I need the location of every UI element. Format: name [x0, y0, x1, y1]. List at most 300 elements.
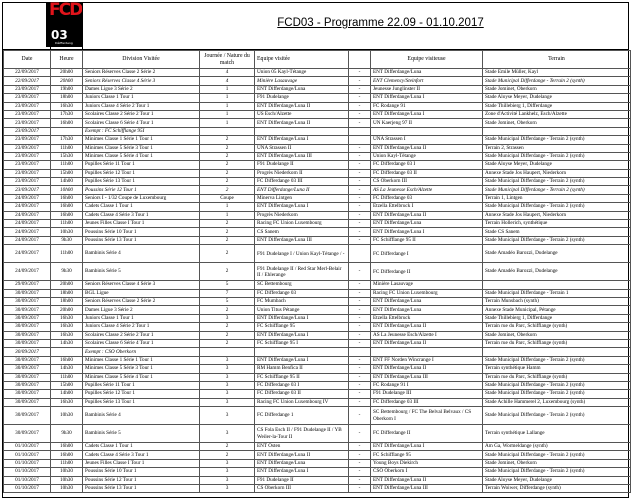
row-separator: -	[349, 203, 371, 211]
row-separator: -	[349, 281, 371, 289]
row-journee: 2	[200, 186, 255, 194]
row-venue: Stade Jominet, Oberkorn	[483, 331, 631, 339]
row-away-team: Union Kayl-Tétange	[371, 152, 483, 160]
row-home-team: ENT Differdange/Luna I	[255, 136, 349, 144]
row-time: 16h30	[51, 102, 83, 110]
row-time: 20h00	[51, 77, 83, 85]
row-separator	[349, 245, 371, 263]
row-away-team: ENT Differdange/Luna	[371, 306, 483, 314]
row-venue: Stade Aloyse Meyer, Dudelange	[483, 94, 631, 102]
row-date: 24/09/2017	[4, 211, 51, 219]
row-journee: 3	[200, 485, 255, 493]
row-time	[51, 348, 83, 356]
row-division: Juniors Classe 1 Tour 1	[83, 94, 200, 102]
row-away-team: ENT Differdange/Luna II	[371, 476, 483, 484]
row-away-team: FC Schifflange 95 II	[371, 236, 483, 244]
row-separator: -	[349, 94, 371, 102]
row-venue: Annexe Stade Municipal, Pétange	[483, 306, 631, 314]
table-row	[4, 281, 631, 289]
row-journee: 1	[200, 102, 255, 110]
row-journee: 3	[200, 476, 255, 484]
row-away-team: ENT Differdange/Luna	[371, 297, 483, 305]
row-away-team: FC Differdange 03	[371, 194, 483, 202]
row-journee: 3	[200, 390, 255, 398]
row-journee: 2	[200, 178, 255, 186]
row-division: Pupilles Série 11 Tour 1	[83, 161, 200, 169]
row-date: 23/09/2017	[4, 94, 51, 102]
row-away-team: UNA Strassen I	[371, 136, 483, 144]
row-away-team	[371, 127, 483, 135]
row-date: 30/09/2017	[4, 356, 51, 364]
row-date: 29/09/2017	[4, 281, 51, 289]
table-row	[4, 136, 631, 144]
row-time: 18h00	[51, 297, 83, 305]
row-venue: Stade CS Sanem	[483, 228, 631, 236]
row-journee: 2	[200, 228, 255, 236]
document-header	[3, 0, 628, 50]
row-journee: 2	[200, 245, 255, 263]
row-separator: -	[349, 468, 371, 476]
row-time: 17h30	[51, 110, 83, 118]
row-division: Pupilles Série 12 Tour 1	[83, 169, 200, 177]
row-separator: -	[349, 476, 371, 484]
table-row	[4, 323, 631, 331]
row-venue: Stade Amadéo Barozzi, Dudelange	[483, 245, 631, 263]
row-time: 16h00	[51, 203, 83, 211]
row-time: 15h30	[51, 152, 83, 160]
row-separator: -	[349, 144, 371, 152]
row-separator: -	[349, 161, 371, 169]
row-away-team: SC Bettembourg / FC The Belval Belvaux / CS Oberkorn I	[371, 407, 483, 425]
table-row	[4, 289, 631, 297]
row-date: 30/09/2017	[4, 314, 51, 322]
row-division: Dames Ligue 3 Série 2	[83, 306, 200, 314]
row-home-team: ENT Differdange/Luna III	[255, 236, 349, 244]
row-separator: -	[349, 169, 371, 177]
row-separator: -	[349, 425, 371, 443]
row-time: 16h30	[51, 331, 83, 339]
row-separator: -	[349, 459, 371, 467]
row-journee: 2	[200, 161, 255, 169]
row-division: Poussins Série 12 Tour 1	[83, 476, 200, 484]
row-away-team: FC Differdange 03 III	[371, 398, 483, 406]
row-separator: -	[349, 236, 371, 244]
row-time: 17h30	[51, 136, 83, 144]
row-home-team: UNA Strassen II	[255, 144, 349, 152]
row-journee: 2	[200, 144, 255, 152]
row-venue: Stade Municipal Differdange - Terrain 1	[483, 289, 631, 297]
row-venue: Stade Municipal Differdange - Terrain 2 (synth)	[483, 390, 631, 398]
row-away-team: Minière Lasauvage	[371, 281, 483, 289]
row-date: 23/09/2017	[4, 161, 51, 169]
row-venue: Terrain Hollerich, synthétique	[483, 220, 631, 228]
table-row	[4, 390, 631, 398]
row-separator: -	[349, 443, 371, 451]
row-division: Seniors Réserves Classe 4 Série 3	[83, 281, 200, 289]
row-separator	[349, 136, 371, 144]
table-row	[4, 339, 631, 347]
row-separator: -	[349, 365, 371, 373]
row-away-team: ENT Clemency/Steinfort	[371, 77, 483, 85]
row-date: 01/10/2017	[4, 485, 51, 493]
row-venue: Stade Jominet, Oberkorn	[483, 85, 631, 93]
row-away-team: FC Differdange I	[371, 245, 483, 263]
table-row	[4, 194, 631, 202]
row-division: Pupilles Série 13 Tour 1	[83, 398, 200, 406]
row-time: 16h00	[51, 451, 83, 459]
table-row	[4, 443, 631, 451]
table-row	[4, 381, 631, 389]
row-date: 30/09/2017	[4, 407, 51, 425]
row-venue: Terrain rue du Parc, Schifflange (synth)	[483, 323, 631, 331]
row-date: 24/09/2017	[4, 220, 51, 228]
row-journee: 2	[200, 236, 255, 244]
row-journee: 2	[200, 136, 255, 144]
row-date: 30/09/2017	[4, 373, 51, 381]
table-row	[4, 306, 631, 314]
col-division: Division Visitée	[83, 51, 200, 69]
row-date: 23/09/2017	[4, 85, 51, 93]
row-home-team: ENT Differdange/Luna	[255, 85, 349, 93]
row-away-team: FC Differdange 03 II	[371, 169, 483, 177]
table-row-exempt	[4, 348, 631, 356]
row-date: 23/09/2017	[4, 144, 51, 152]
row-time: 18h00	[51, 94, 83, 102]
row-time: 16h00	[51, 356, 83, 364]
row-venue: Stade Jominet, Oberkorn	[483, 459, 631, 467]
row-home-team: FC Differdange 03 III	[255, 178, 349, 186]
col-equipe-visiteuse: Equipe visiteuse	[371, 51, 483, 69]
table-row	[4, 102, 631, 110]
row-away-team: ENT Differdange/Luna II	[371, 365, 483, 373]
table-row	[4, 476, 631, 484]
row-home-team: ENT Differdange/Luna II	[255, 451, 349, 459]
row-separator: -	[349, 289, 371, 297]
row-date: 23/09/2017	[4, 102, 51, 110]
row-division: Minimes Classe 1 Série 1 Tour 1	[83, 136, 200, 144]
row-time: 11h00	[51, 144, 83, 152]
row-journee: 3	[200, 468, 255, 476]
row-away-team	[371, 348, 483, 356]
row-home-team: Racing FC Union Luxembourg IV	[255, 398, 349, 406]
row-separator: -	[349, 297, 371, 305]
row-date: 01/10/2017	[4, 459, 51, 467]
row-journee	[200, 127, 255, 135]
row-home-team: FC Differdange 03 I	[255, 381, 349, 389]
logo-03-text: 03	[51, 28, 68, 42]
row-time: 20h00	[51, 306, 83, 314]
row-division: Bambinis Série 4	[83, 407, 200, 425]
row-division: Cadets Classe 4 Série 3 Tour 1	[83, 451, 200, 459]
row-away-team: ENT Differdange/Luna I	[371, 228, 483, 236]
row-division: Juniors Classe 4 Série 2 Tour 1	[83, 102, 200, 110]
table-row	[4, 178, 631, 186]
row-date: 01/10/2017	[4, 451, 51, 459]
table-row	[4, 407, 631, 425]
row-journee: 2	[200, 323, 255, 331]
row-venue	[483, 127, 631, 135]
table-row	[4, 451, 631, 459]
row-division: Minimes Classe 1 Série 1 Tour 1	[83, 356, 200, 364]
row-division: Cadets Classe 4 Série 3 Tour 1	[83, 211, 200, 219]
row-home-team: FC Differdange 1	[255, 407, 349, 425]
row-separator: -	[349, 119, 371, 127]
table-row	[4, 77, 631, 85]
row-division: Bambinis Série 5	[83, 425, 200, 443]
row-venue: Zone d'Activité Lankhelz, Esch/Alzette	[483, 110, 631, 118]
row-division: Poussins Série 13 Tour 1	[83, 485, 200, 493]
row-separator: -	[349, 77, 371, 85]
row-separator: -	[349, 69, 371, 77]
row-away-team: CSO Oberkorn I	[371, 468, 483, 476]
row-away-team: ENT Differdange/Luna I	[371, 94, 483, 102]
row-away-team: ENT Differdange/Luna II	[371, 339, 483, 347]
row-journee: 2	[200, 443, 255, 451]
row-journee: 3	[200, 459, 255, 467]
row-home-team: ENT Differdange/Luna I	[255, 203, 349, 211]
table-row-exempt	[4, 127, 631, 135]
row-home-team: F91 Dudelange II / Red Star Merl-Belair II / Ehlerange	[255, 263, 349, 281]
row-separator: -	[349, 407, 371, 425]
row-journee: 2	[200, 306, 255, 314]
row-time: 11h00	[51, 373, 83, 381]
row-date: 30/09/2017	[4, 348, 51, 356]
row-journee	[200, 348, 255, 356]
row-separator: -	[349, 110, 371, 118]
row-separator: -	[349, 398, 371, 406]
row-away-team: Jeunesse Junglinster II	[371, 85, 483, 93]
row-away-team: ENT Differdange/Luna I	[371, 110, 483, 118]
row-time: 11h00	[51, 220, 83, 228]
row-separator: -	[349, 194, 371, 202]
row-date: 24/09/2017	[4, 228, 51, 236]
row-separator: -	[349, 373, 371, 381]
row-venue: Annexe Stade Jos Haupert, Niederkorn	[483, 211, 631, 219]
row-separator: -	[349, 211, 371, 219]
row-venue: Stade Municipal Differdange - Terrain 2 (synth)	[483, 236, 631, 244]
row-away-team: FC Differdange II	[371, 263, 483, 281]
row-home-team: Minière Lasauvage	[255, 77, 349, 85]
row-separator	[349, 348, 371, 356]
row-time: 10h30	[51, 468, 83, 476]
row-division: Pupilles Série 11 Tour 1	[83, 381, 200, 389]
row-time: 15h00	[51, 169, 83, 177]
row-division: Bambinis Série 4	[83, 245, 200, 263]
row-date: 22/09/2017	[4, 69, 51, 77]
row-separator: -	[349, 263, 371, 281]
table-row	[4, 459, 631, 467]
row-date: 30/09/2017	[4, 331, 51, 339]
row-venue: Stade Emile Müller, Kayl	[483, 69, 631, 77]
row-time: 16h00	[51, 194, 83, 202]
row-journee: 7	[200, 289, 255, 297]
row-date: 30/09/2017	[4, 365, 51, 373]
row-division: Poussins Série 10 Tour 1	[83, 228, 200, 236]
row-division: Dames Ligue 3 Série 2	[83, 85, 200, 93]
row-journee: 1	[200, 203, 255, 211]
row-time: 10h30	[51, 476, 83, 484]
row-journee: 5	[200, 281, 255, 289]
row-time: 16h30	[51, 314, 83, 322]
row-home-team: Union Titus Pétange	[255, 306, 349, 314]
table-row	[4, 85, 631, 93]
header-left-cell	[3, 3, 51, 49]
row-journee: 2	[200, 331, 255, 339]
row-journee: 3	[200, 365, 255, 373]
table-row	[4, 110, 631, 118]
row-division: Seniors Réserves Classe 2 Série 2	[83, 69, 200, 77]
row-away-team: AS La Jeunesse Esch/Alzette I	[371, 331, 483, 339]
row-date: 30/09/2017	[4, 381, 51, 389]
row-division: Scolaires Classe 2 Série 2 Tour 1	[83, 110, 200, 118]
row-journee: 1	[200, 85, 255, 93]
table-row	[4, 94, 631, 102]
row-home-team: SC Bettembourg	[255, 281, 349, 289]
row-journee: 1	[200, 119, 255, 127]
table-row	[4, 468, 631, 476]
row-away-team: AS La Jeunesse Esch/Alzette	[371, 186, 483, 194]
row-away-team: FC Differdange II	[371, 425, 483, 443]
row-journee: 2	[200, 263, 255, 281]
table-row	[4, 314, 631, 322]
row-away-team: ENT Differdange/Luna II	[371, 144, 483, 152]
table-row	[4, 425, 631, 443]
row-journee: 3	[200, 381, 255, 389]
row-journee: 3	[200, 407, 255, 425]
row-date: 30/09/2017	[4, 297, 51, 305]
row-separator: -	[349, 178, 371, 186]
row-date: 30/09/2017	[4, 339, 51, 347]
row-time: 20h00	[51, 69, 83, 77]
row-home-team: ENT Differdange/Luna	[255, 459, 349, 467]
row-away-team: ENT Differdange/Luna III	[371, 373, 483, 381]
row-time: 14h00	[51, 390, 83, 398]
row-home-team: F91 Dudelange	[255, 94, 349, 102]
row-home-team: FC Schifflange 95 II	[255, 373, 349, 381]
row-time: 14h30	[51, 365, 83, 373]
row-home-team: ENT Differdange/Luna I	[255, 356, 349, 364]
row-division: Cadets Classe 1 Tour 1	[83, 203, 200, 211]
row-away-team: UN Kaerjeng 97 II	[371, 119, 483, 127]
row-home-team: FC Differdange 03 II	[255, 390, 349, 398]
row-date: 24/09/2017	[4, 203, 51, 211]
col-journee: Journée / Nature du match	[200, 51, 255, 69]
row-home-team: ENT Differdange/Luna I	[255, 331, 349, 339]
table-row	[4, 220, 631, 228]
row-time: 19h00	[51, 85, 83, 93]
row-home-team: Racing FC Union Luxembourg	[255, 220, 349, 228]
row-venue: Terrain synthétique Hamm	[483, 365, 631, 373]
row-journee: 1	[200, 94, 255, 102]
row-date: 24/09/2017	[4, 194, 51, 202]
row-date: 01/10/2017	[4, 443, 51, 451]
row-date: 23/09/2017	[4, 136, 51, 144]
row-division: Poussins Série 13 Tour 1	[83, 236, 200, 244]
row-journee: 2	[200, 169, 255, 177]
row-journee: 3	[200, 314, 255, 322]
row-separator: -	[349, 85, 371, 93]
page-title: FCD03 - Programme 22.09 - 01.10.2017	[277, 17, 484, 29]
row-venue: Stade Municipal Differdange - Terrain 2 (synth)	[483, 178, 631, 186]
row-home-team: ENT Differdange/Luna II	[255, 102, 349, 110]
row-date: 30/09/2017	[4, 306, 51, 314]
row-division: Minimes Classe 5 Série 3 Tour 1	[83, 144, 200, 152]
col-heure: Heure	[51, 51, 83, 69]
row-time: 16h00	[51, 443, 83, 451]
row-date: 23/09/2017	[4, 119, 51, 127]
row-away-team: ENT Differdange/Luna	[371, 69, 483, 77]
row-date: 23/09/2017	[4, 186, 51, 194]
row-away-team: CS Oberkorn III	[371, 178, 483, 186]
row-date: 23/09/2017	[4, 110, 51, 118]
col-separator	[349, 51, 371, 69]
row-separator: -	[349, 220, 371, 228]
row-division: Exempt : FC Schifflange 95I	[83, 127, 200, 135]
row-journee: 4	[200, 77, 255, 85]
row-journee: 3	[200, 398, 255, 406]
logo-fcd-text: FCD	[49, 0, 82, 20]
row-date: 30/09/2017	[4, 398, 51, 406]
row-date: 23/09/2017	[4, 178, 51, 186]
row-division: Minimes Classe 5 Série 4 Tour 1	[83, 152, 200, 160]
row-separator: -	[349, 390, 371, 398]
row-home-team: Minerva Lintgen	[255, 194, 349, 202]
row-venue: Annexe Stade Jos Haupert, Niederkorn	[483, 169, 631, 177]
row-division: Seniors Réserves Classe 4 Série 3	[83, 77, 200, 85]
row-time: 16h30	[51, 398, 83, 406]
row-home-team: FC Schifflange 95 I	[255, 339, 349, 347]
row-home-team: ENT Differdange/Luna I	[255, 314, 349, 322]
row-time: 10h00	[51, 186, 83, 194]
row-away-team: ENT Differdange/Luna I	[371, 443, 483, 451]
row-journee: Coupe	[200, 194, 255, 202]
row-venue: Stade Municipal Differdange - Terrain 2 (synth)	[483, 77, 631, 85]
row-separator: -	[349, 228, 371, 236]
row-venue	[483, 348, 631, 356]
row-venue: Stade Municipal Differdange - Terrain 2 (synth)	[483, 186, 631, 194]
row-division: BGL Ligue	[83, 289, 200, 297]
row-journee: 4	[200, 69, 255, 77]
row-date: 24/09/2017	[4, 263, 51, 281]
row-home-team: ENT Differdange/Luna II	[255, 186, 349, 194]
row-separator: -	[349, 306, 371, 314]
row-venue: Am Ga, Wormeldange (synth)	[483, 443, 631, 451]
row-division: Scolaires Classe 2 Série 2 Tour 1	[83, 331, 200, 339]
row-home-team: ENT Differdange/Luna I	[255, 468, 349, 476]
row-division: Cadets Classe 1 Tour 1	[83, 443, 200, 451]
row-away-team: FC Differdange 03 I	[371, 161, 483, 169]
row-separator: -	[349, 152, 371, 160]
row-time: 11h00	[51, 245, 83, 263]
logo-city-text: Déifferdeng	[55, 41, 73, 45]
row-away-team: Young Boys Diekirch	[371, 459, 483, 467]
table-row	[4, 485, 631, 493]
row-journee: 3	[200, 356, 255, 364]
row-date: 01/10/2017	[4, 468, 51, 476]
row-home-team: ENT Differdange/Luna III	[255, 152, 349, 160]
table-row	[4, 203, 631, 211]
row-date: 30/09/2017	[4, 323, 51, 331]
row-venue: Stade Municipal Differdange - Terrain 2 (synth)	[483, 152, 631, 160]
row-time: 14h00	[51, 178, 83, 186]
table-row	[4, 152, 631, 160]
table-row	[4, 119, 631, 127]
row-venue: Terrain 1, Lintgen	[483, 194, 631, 202]
row-separator: -	[349, 381, 371, 389]
row-separator: -	[349, 485, 371, 493]
table-row	[4, 211, 631, 219]
row-division: Juniors Classe 1 Tour 1	[83, 314, 200, 322]
